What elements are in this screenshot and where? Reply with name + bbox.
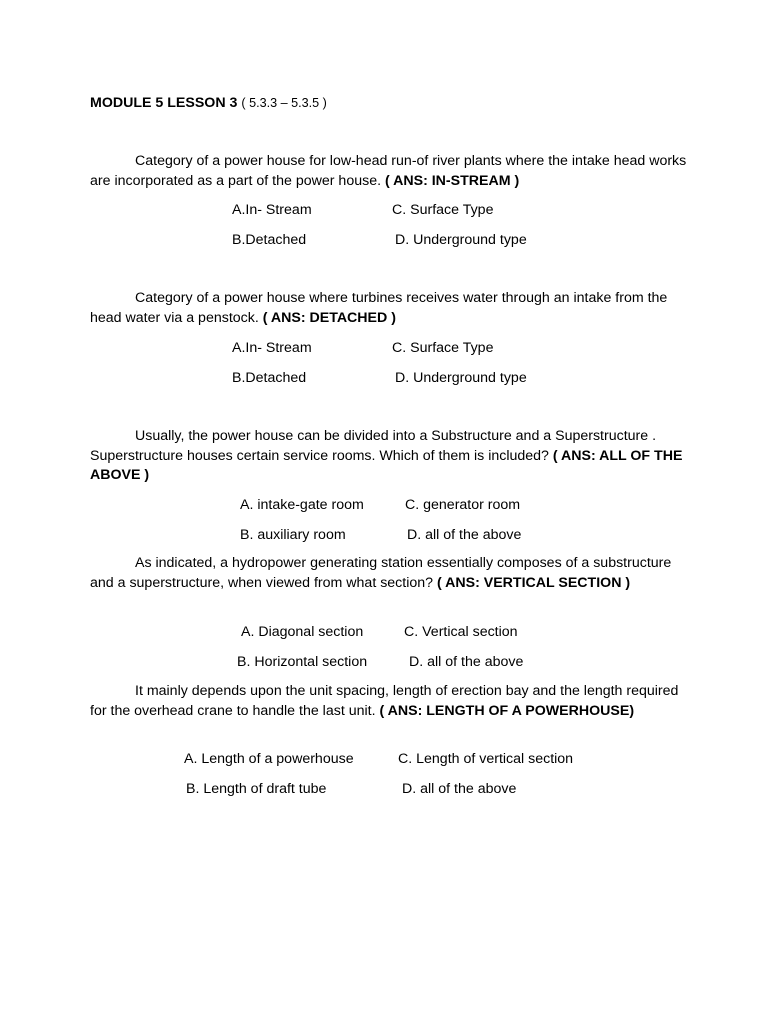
module-heading [90, 94, 327, 112]
module-range: ( 5.3.3 – 5.3.5 ) [241, 96, 327, 110]
question-4-option-a: A. Diagonal section [241, 624, 364, 640]
question-5-answer: ( ANS: LENGTH OF A POWERHOUSE) [379, 702, 635, 719]
question-1-option-c: C. Surface Type [392, 202, 494, 218]
question-3-option-d: D. all of the above [407, 527, 522, 543]
question-3-answer: ( ANS: ALL OF THE ABOVE ) [90, 447, 683, 483]
question-1-option-d: D. Underground type [395, 232, 527, 248]
question-2-option-c: C. Surface Type [392, 340, 494, 356]
question-1-option-a: A.In- Stream [232, 202, 312, 218]
question-3-option-c: C. generator room [405, 497, 521, 513]
question-5-text: It mainly depends upon the unit spacing, length of erection bay and the length required for the overhead crane to handle the last unit. [90, 683, 679, 719]
question-3 [90, 427, 690, 486]
question-1-text: Category of a power house for low-head run-of river plants where the intake head works are incorporated as a part of the power house. [90, 153, 687, 189]
question-2-text: Category of a power house where turbines receives water through an intake from the head water via a penstock. [90, 290, 668, 326]
question-5 [90, 682, 690, 721]
question-3-option-b: B. auxiliary room [240, 527, 346, 543]
question-4-option-d: D. all of the above [409, 654, 524, 670]
question-3-option-a: A. intake-gate room [240, 497, 364, 513]
question-4-option-b: B. Horizontal section [237, 654, 368, 670]
question-4 [90, 554, 690, 593]
question-4-answer: ( ANS: VERTICAL SECTION ) [437, 574, 631, 591]
question-4-option-c: C. Vertical section [404, 624, 518, 640]
question-5-option-d: D. all of the above [402, 781, 517, 797]
question-2-answer: ( ANS: DETACHED ) [262, 309, 396, 326]
question-1 [90, 152, 690, 191]
question-5-option-c: C. Length of vertical section [398, 751, 574, 767]
question-3-text: Usually, the power house can be divided into a Substructure and a Superstructure . Superstructure houses certain service rooms. Which of them is included? [90, 428, 657, 464]
question-1-option-b: B.Detached [232, 232, 307, 248]
question-1-answer: ( ANS: IN-STREAM ) [384, 172, 520, 189]
module-title: MODULE 5 LESSON 3 [90, 95, 238, 111]
question-2 [90, 289, 690, 328]
question-5-option-b: B. Length of draft tube [186, 781, 327, 797]
question-5-option-a: A. Length of a powerhouse [184, 751, 354, 767]
question-2-option-a: A.In- Stream [232, 340, 312, 356]
question-4-text: As indicated, a hydropower generating station essentially composes of a substructure and a superstructure, when viewed from what section? [90, 555, 672, 591]
question-2-option-b: B.Detached [232, 370, 307, 386]
question-2-option-d: D. Underground type [395, 370, 527, 386]
